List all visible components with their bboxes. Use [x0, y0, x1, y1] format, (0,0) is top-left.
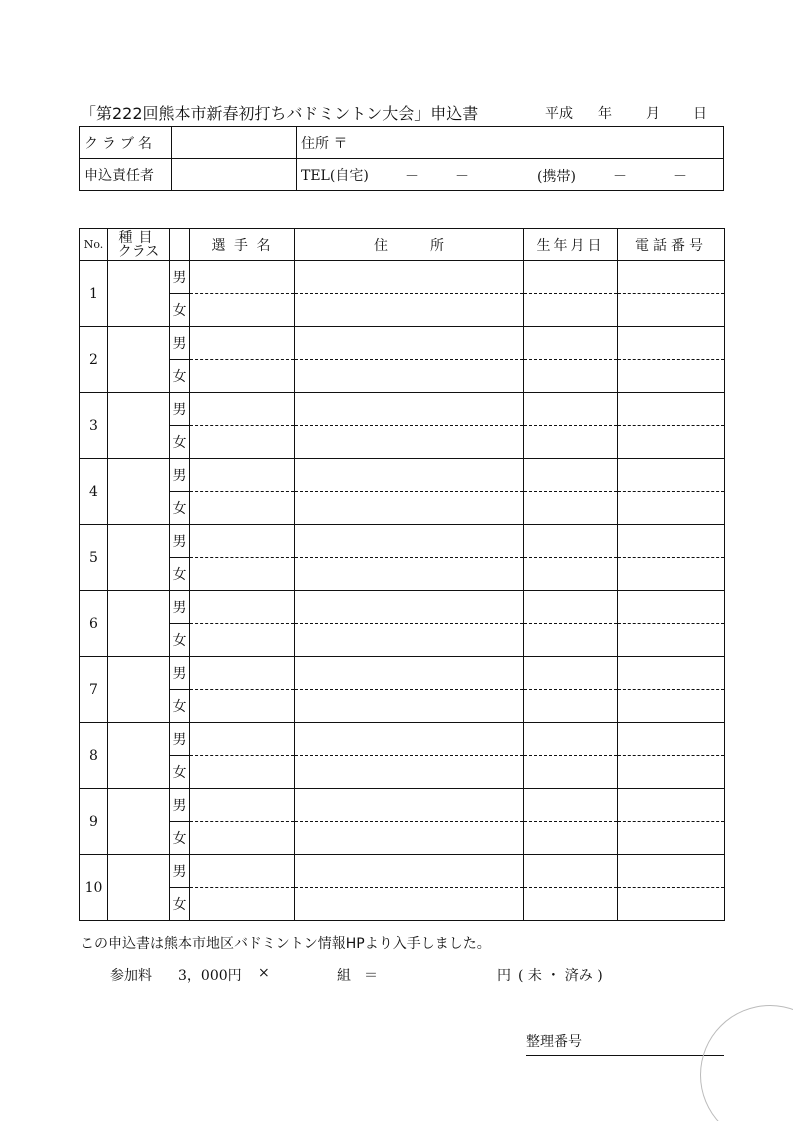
- entry-row-male: [80, 459, 725, 492]
- male-address-cell[interactable]: [295, 525, 524, 558]
- male-birth-cell[interactable]: [524, 855, 618, 888]
- male-address-cell[interactable]: [295, 591, 524, 624]
- kind-class-cell[interactable]: [108, 525, 170, 591]
- male-phone-cell[interactable]: [618, 327, 725, 360]
- male-label: 男: [170, 393, 190, 426]
- female-name-cell[interactable]: [190, 558, 295, 591]
- kind-class-cell[interactable]: [108, 459, 170, 525]
- male-address-cell[interactable]: [295, 723, 524, 756]
- entry-number: 6: [80, 591, 108, 657]
- female-birth-cell[interactable]: [524, 756, 618, 789]
- male-birth-cell[interactable]: [524, 789, 618, 822]
- entry-row-female: [80, 690, 725, 723]
- fee-yen: 円: [497, 968, 511, 984]
- mobile-dash-1: －: [613, 169, 627, 185]
- female-address-cell[interactable]: [295, 756, 524, 789]
- female-label: 女: [170, 492, 190, 525]
- male-birth-cell[interactable]: [524, 723, 618, 756]
- male-label: 男: [170, 855, 190, 888]
- entry-number: 3: [80, 393, 108, 459]
- female-address-cell[interactable]: [295, 690, 524, 723]
- male-label: 男: [170, 261, 190, 294]
- female-name-cell[interactable]: [190, 888, 295, 921]
- male-name-cell[interactable]: [190, 525, 295, 558]
- col-kind-top: 種目: [118, 229, 159, 246]
- entry-row-female: [80, 558, 725, 591]
- female-name-cell[interactable]: [190, 756, 295, 789]
- female-name-cell[interactable]: [190, 822, 295, 855]
- entry-number: 9: [80, 789, 108, 855]
- entry-number: 7: [80, 657, 108, 723]
- female-name-cell[interactable]: [190, 294, 295, 327]
- kind-class-cell[interactable]: [108, 723, 170, 789]
- male-birth-cell[interactable]: [524, 657, 618, 690]
- female-label: 女: [170, 822, 190, 855]
- female-phone-cell[interactable]: [618, 558, 725, 591]
- entry-row-male: [80, 657, 725, 690]
- form-title: 「第222回熊本市新春初打ちバドミントン大会」申込書: [80, 104, 479, 123]
- female-address-cell[interactable]: [295, 822, 524, 855]
- female-birth-cell[interactable]: [524, 426, 618, 459]
- responsible-input[interactable]: [172, 159, 297, 191]
- male-address-cell[interactable]: [295, 789, 524, 822]
- entry-row-male: [80, 723, 725, 756]
- female-birth-cell[interactable]: [524, 822, 618, 855]
- entry-row-male: [80, 327, 725, 360]
- col-phone-header: 電話番号: [618, 229, 725, 261]
- female-birth-cell[interactable]: [524, 294, 618, 327]
- tel-label: TEL(自宅): [301, 167, 369, 184]
- kind-class-cell[interactable]: [108, 261, 170, 327]
- entry-number: 8: [80, 723, 108, 789]
- col-sex-header: [170, 229, 190, 261]
- female-birth-cell[interactable]: [524, 624, 618, 657]
- female-label: 女: [170, 888, 190, 921]
- male-birth-cell[interactable]: [524, 459, 618, 492]
- entry-number: 4: [80, 459, 108, 525]
- female-birth-cell[interactable]: [524, 558, 618, 591]
- player-entry-table: [79, 228, 725, 921]
- female-phone-cell[interactable]: [618, 888, 725, 921]
- male-birth-cell[interactable]: [524, 327, 618, 360]
- fee-status: ( 未 ・ 済み ): [518, 968, 603, 984]
- male-name-cell[interactable]: [190, 657, 295, 690]
- male-name-cell[interactable]: [190, 591, 295, 624]
- registration-line: [526, 1055, 724, 1056]
- male-address-cell[interactable]: [295, 327, 524, 360]
- col-kind-bottom: クラス: [117, 243, 160, 260]
- fee-label: 参加料: [110, 968, 152, 984]
- entry-row-male: [80, 855, 725, 888]
- entry-row-male: [80, 789, 725, 822]
- male-address-cell[interactable]: [295, 459, 524, 492]
- female-phone-cell[interactable]: [618, 690, 725, 723]
- female-name-cell[interactable]: [190, 426, 295, 459]
- kind-class-cell[interactable]: [108, 591, 170, 657]
- applicant-info-table: [79, 126, 724, 191]
- fee-group: 組: [337, 968, 351, 984]
- female-address-cell[interactable]: [295, 426, 524, 459]
- female-address-cell[interactable]: [295, 360, 524, 393]
- kind-class-cell[interactable]: [108, 789, 170, 855]
- entry-row-female: [80, 624, 725, 657]
- female-phone-cell[interactable]: [618, 426, 725, 459]
- female-address-cell[interactable]: [295, 492, 524, 525]
- male-name-cell[interactable]: [190, 261, 295, 294]
- fee-amount: 3，000円: [178, 968, 242, 984]
- male-phone-cell[interactable]: [618, 261, 725, 294]
- female-name-cell[interactable]: [190, 360, 295, 393]
- entry-row-female: [80, 360, 725, 393]
- female-name-cell[interactable]: [190, 492, 295, 525]
- female-address-cell[interactable]: [295, 888, 524, 921]
- female-address-cell[interactable]: [295, 294, 524, 327]
- female-address-cell[interactable]: [295, 624, 524, 657]
- mobile-dash-2: －: [673, 169, 687, 185]
- male-address-cell[interactable]: [295, 393, 524, 426]
- male-phone-cell[interactable]: [618, 657, 725, 690]
- female-label: 女: [170, 756, 190, 789]
- male-label: 男: [170, 657, 190, 690]
- female-phone-cell[interactable]: [618, 756, 725, 789]
- entry-number: 5: [80, 525, 108, 591]
- address-label: 住所 〒: [301, 135, 348, 152]
- female-label: 女: [170, 624, 190, 657]
- male-phone-cell[interactable]: [618, 855, 725, 888]
- female-name-cell[interactable]: [190, 690, 295, 723]
- male-phone-cell[interactable]: [618, 723, 725, 756]
- male-label: 男: [170, 591, 190, 624]
- male-birth-cell[interactable]: [524, 261, 618, 294]
- club-label: クラブ名: [80, 127, 172, 159]
- date-year: 年: [598, 106, 612, 122]
- male-name-cell[interactable]: [190, 459, 295, 492]
- col-kind-header: [108, 229, 170, 261]
- female-label: 女: [170, 360, 190, 393]
- male-label: 男: [170, 723, 190, 756]
- female-birth-cell[interactable]: [524, 888, 618, 921]
- col-name-header: 選 手 名: [190, 229, 295, 261]
- entry-row-male: [80, 525, 725, 558]
- paper-fold-mark: [700, 1005, 793, 1121]
- entry-row-female: [80, 756, 725, 789]
- male-phone-cell[interactable]: [618, 789, 725, 822]
- male-birth-cell[interactable]: [524, 393, 618, 426]
- male-label: 男: [170, 327, 190, 360]
- male-label: 男: [170, 789, 190, 822]
- female-phone-cell[interactable]: [618, 360, 725, 393]
- entry-row-female: [80, 888, 725, 921]
- entry-number: 10: [80, 855, 108, 921]
- fee-equals: ＝: [364, 968, 378, 984]
- col-address-header: 住 所: [295, 229, 524, 261]
- male-label: 男: [170, 525, 190, 558]
- male-address-cell[interactable]: [295, 261, 524, 294]
- entry-row-male: [80, 393, 725, 426]
- date-era: 平成: [545, 106, 573, 122]
- entry-row-male: [80, 261, 725, 294]
- registration-label: 整理番号: [526, 1034, 582, 1050]
- kind-class-cell[interactable]: [108, 327, 170, 393]
- male-name-cell[interactable]: [190, 789, 295, 822]
- responsible-label: 申込責任者: [80, 159, 172, 191]
- entry-row-female: [80, 294, 725, 327]
- club-input[interactable]: [172, 127, 297, 159]
- female-label: 女: [170, 426, 190, 459]
- entry-number: 1: [80, 261, 108, 327]
- kind-class-cell[interactable]: [108, 855, 170, 921]
- entry-row-female: [80, 822, 725, 855]
- kind-class-cell[interactable]: [108, 657, 170, 723]
- male-phone-cell[interactable]: [618, 525, 725, 558]
- male-name-cell[interactable]: [190, 855, 295, 888]
- female-address-cell[interactable]: [295, 558, 524, 591]
- female-name-cell[interactable]: [190, 624, 295, 657]
- mobile-label: (携帯): [537, 169, 576, 185]
- entry-row-female: [80, 426, 725, 459]
- female-birth-cell[interactable]: [524, 492, 618, 525]
- date-day: 日: [693, 106, 707, 122]
- entry-row-female: [80, 492, 725, 525]
- male-label: 男: [170, 459, 190, 492]
- male-birth-cell[interactable]: [524, 591, 618, 624]
- col-birth-header: 生年月日: [524, 229, 618, 261]
- female-birth-cell[interactable]: [524, 690, 618, 723]
- female-birth-cell[interactable]: [524, 360, 618, 393]
- male-name-cell[interactable]: [190, 327, 295, 360]
- male-address-cell[interactable]: [295, 657, 524, 690]
- female-phone-cell[interactable]: [618, 294, 725, 327]
- female-phone-cell[interactable]: [618, 822, 725, 855]
- male-phone-cell[interactable]: [618, 393, 725, 426]
- female-label: 女: [170, 690, 190, 723]
- male-birth-cell[interactable]: [524, 525, 618, 558]
- tel-dash-2: －: [455, 169, 469, 185]
- entry-row-male: [80, 591, 725, 624]
- female-label: 女: [170, 558, 190, 591]
- kind-class-cell[interactable]: [108, 393, 170, 459]
- tel-field[interactable]: [297, 159, 724, 191]
- tel-dash-1: －: [405, 169, 419, 185]
- female-phone-cell[interactable]: [618, 624, 725, 657]
- male-address-cell[interactable]: [295, 855, 524, 888]
- female-phone-cell[interactable]: [618, 492, 725, 525]
- col-no-header: No.: [80, 229, 108, 261]
- source-note: この申込書は熊本市地区バドミントン情報HPより入手しました。: [80, 936, 491, 952]
- male-name-cell[interactable]: [190, 393, 295, 426]
- date-month: 月: [646, 106, 660, 122]
- entry-rows: [80, 261, 725, 921]
- female-label: 女: [170, 294, 190, 327]
- male-name-cell[interactable]: [190, 723, 295, 756]
- entry-number: 2: [80, 327, 108, 393]
- fee-times: ×: [258, 965, 270, 981]
- male-phone-cell[interactable]: [618, 459, 725, 492]
- male-phone-cell[interactable]: [618, 591, 725, 624]
- address-field[interactable]: [297, 127, 724, 159]
